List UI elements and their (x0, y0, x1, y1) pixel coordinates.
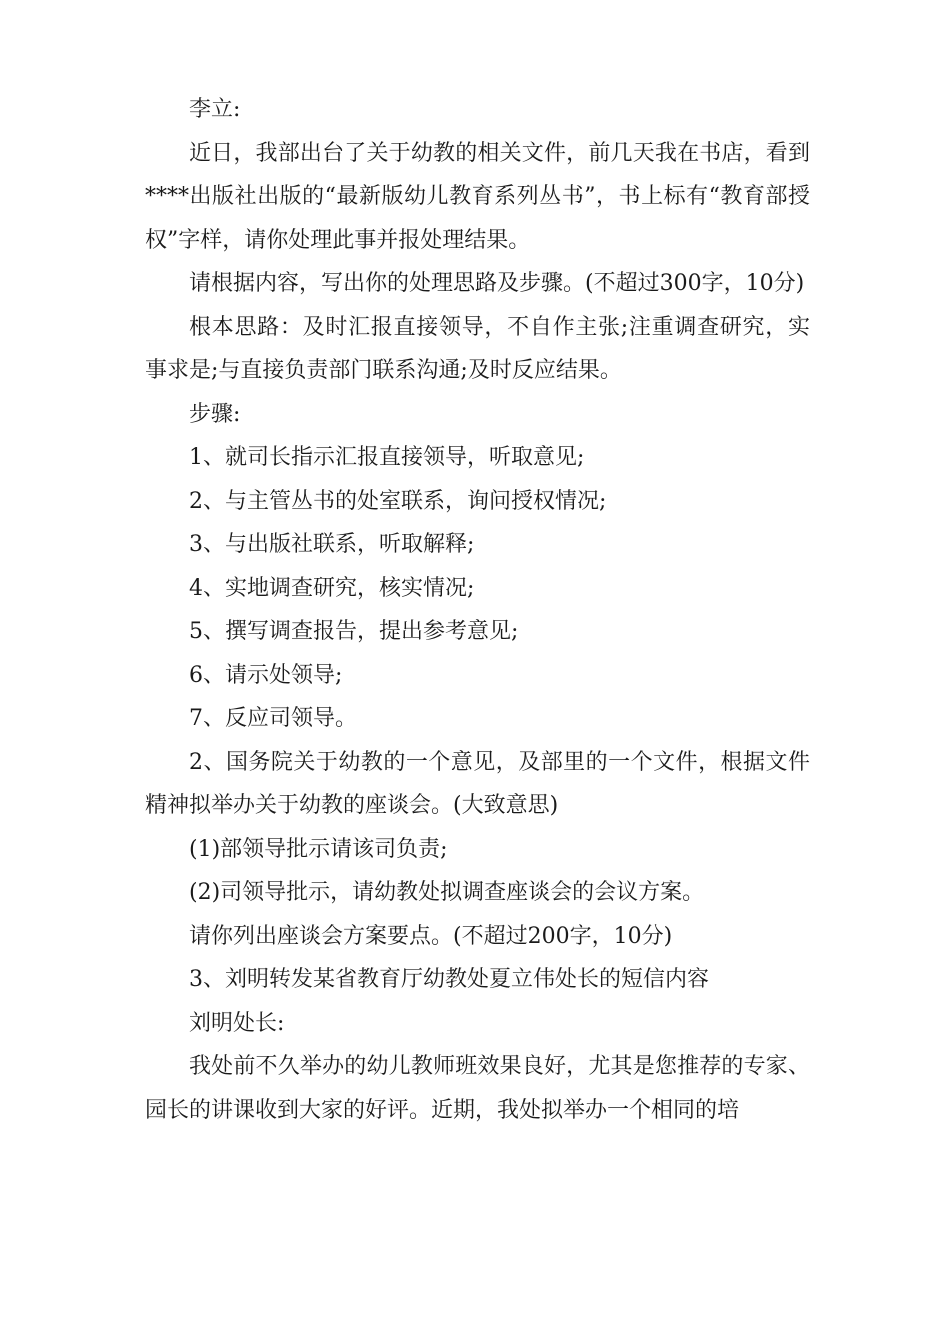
salutation-liu-ming: 刘明处长: (189, 1010, 285, 1036)
step-7: 7、反应司领导。 (189, 706, 357, 731)
task-1-question: 请根据内容，写出你的处理思路及步骤。(不超过300字，10分) (189, 271, 805, 296)
salutation-li-li: 李立: (189, 97, 241, 122)
step-6: 6、请示处领导; (189, 662, 343, 688)
step-1: 1、就司长指示汇报直接领导，听取意见; (189, 445, 585, 470)
task-2-description: 2、国务院关于幼教的一个意见，及部里的一个文件，根据文件精神拟举办关于幼教的座谈会。(大致意思) (145, 749, 810, 818)
step-4: 4、实地调查研究，核实情况; (189, 575, 475, 601)
document-body (145, 88, 810, 1132)
task-2-item-2: (2)司领导批示，请幼教处拟调查座谈会的会议方案。 (189, 880, 705, 905)
step-3: 3、与出版社联系，听取解释; (189, 532, 475, 557)
task-3-description: 3、刘明转发某省教育厅幼教处夏立伟处长的短信内容 (189, 967, 709, 992)
steps-heading: 步骤: (189, 401, 241, 427)
step-2: 2、与主管丛书的处室联系，询问授权情况; (189, 488, 607, 514)
message-body: 我处前不久举办的幼儿教师班效果良好，尤其是您推荐的专家、园长的讲课收到大家的好评。近期，我处拟举办一个相同的培 (145, 1054, 810, 1123)
step-5: 5、撰写调查报告，提出参考意见; (189, 619, 519, 644)
basic-approach: 根本思路：及时汇报直接领导，不自作主张;注重调查研究，实事求是;与直接负责部门联系沟通;及时反应结果。 (145, 314, 810, 383)
task-2-item-1: (1)部领导批示请该司负责; (189, 836, 448, 862)
task-1-description: 近日，我部出台了关于幼教的相关文件，前几天我在书店，看到****出版社出版的“最新版幼儿教育系列丛书”，书上标有“教育部授权”字样，请你处理此事并报处理结果。 (145, 140, 810, 253)
task-2-question: 请你列出座谈会方案要点。(不超过200字，10分) (189, 923, 673, 949)
